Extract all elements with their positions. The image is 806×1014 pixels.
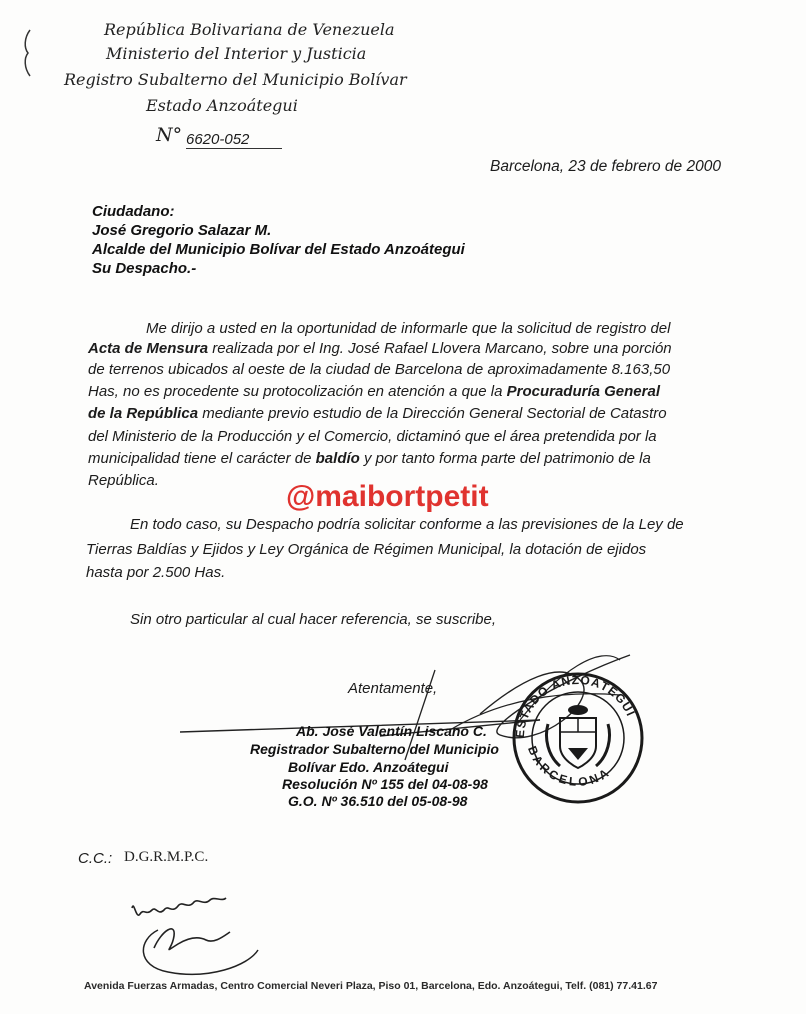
watermark-handle: @maibortpetit [286,480,489,513]
paragraph-1-line-8: República. [88,472,159,489]
seal-bottom-text: BARCELONA [524,743,614,790]
paragraph-1-line-5: de la República mediante previo estudio de la Dirección General Sectorial de Catastro [88,405,667,422]
paragraph-1-line-3: de terrenos ubicados al oeste de la ciudad de Barcelona de aproximadamente 8.163,50 [88,361,671,378]
paragraph-1-line-2: Acta de Mensura realizada por el Ing. José Rafael Llovera Marcano, sobre una porción [88,340,672,357]
svg-text:BARCELONA [525,744,614,789]
recipient-title: Alcalde del Municipio Bolívar del Estado Anzoátegui [92,241,465,258]
letter-date: Barcelona, 23 de febrero de 2000 [490,158,721,175]
letterhead-line-1: República Bolivariana de Venezuela [104,20,395,39]
paragraph-1-line-6: del Ministerio de la Producción y el Comercio, dictaminó que el área pretendida por la [88,428,657,445]
letterhead-line-4: Estado Anzoátegui [146,96,298,115]
seal-top-text: ESTADO ANZOÁTEGUI [512,672,639,739]
letterhead-line-3: Registro Subalterno del Municipio Bolívar [64,70,407,89]
paragraph-1-line-1: Me dirijo a usted en la oportunidad de informarle que la solicitud de registro del [146,320,671,337]
recipient-office: Su Despacho.- [92,260,197,277]
paragraph-2-line-3: hasta por 2.500 Has. [86,564,226,581]
signatory-title: Registrador Subalterno del Municipio [250,741,499,757]
signatory-resolution: Resolución Nº 155 del 04-08-98 [282,776,488,792]
closing-line: Sin otro particular al cual hacer referencia, se suscribe, [130,611,497,628]
handwritten-initials [118,880,268,990]
document-number-label: N° [156,124,183,146]
footer-address: Avenida Fuerzas Armadas, Centro Comercial Neveri Plaza, Piso 01, Barcelona, Edo. Anzoátegui, Telf. (081) 77.41.67 [84,980,658,992]
paragraph-2-line-1: En todo caso, su Despacho podría solicitar conforme a las previsiones de la Ley de [130,516,684,533]
salutation: Atentamente, [348,680,438,697]
recipient-name: José Gregorio Salazar M. [92,222,272,239]
republica-bold: de la República [88,405,199,422]
official-seal [508,668,648,808]
paragraph-1-line-4: Has, no es procedente su protocolización en atención a que la Procuraduría General [88,383,661,400]
signatory-place: Bolívar Edo. Anzoátegui [288,759,449,775]
acta-de-mensura-bold: Acta de Mensura [88,340,209,357]
document-number-value: 6620-052 [186,131,282,149]
baldio-bold: baldío [315,450,360,467]
letterhead-line-2: Ministerio del Interior y Justicia [106,44,367,63]
margin-bracket-mark [22,28,34,78]
paragraph-2-line-2: Tierras Baldías y Ejidos y Ley Orgánica de Régimen Municipal, la dotación de ejidos [86,541,647,558]
paragraph-1-line-7: municipalidad tiene el carácter de baldío y por tanto forma parte del patrimonio de la [88,450,651,467]
cc-label: C.C.: [78,850,113,867]
recipient-salutation: Ciudadano: [92,203,175,220]
cc-value: D.G.R.M.P.C. [124,849,209,865]
signatory-name: Ab. José Valentín Liscano C. [296,723,487,739]
procuraduria-bold: Procuraduría General [506,383,661,400]
signatory-gazette: G.O. Nº 36.510 del 05-08-98 [288,793,468,809]
